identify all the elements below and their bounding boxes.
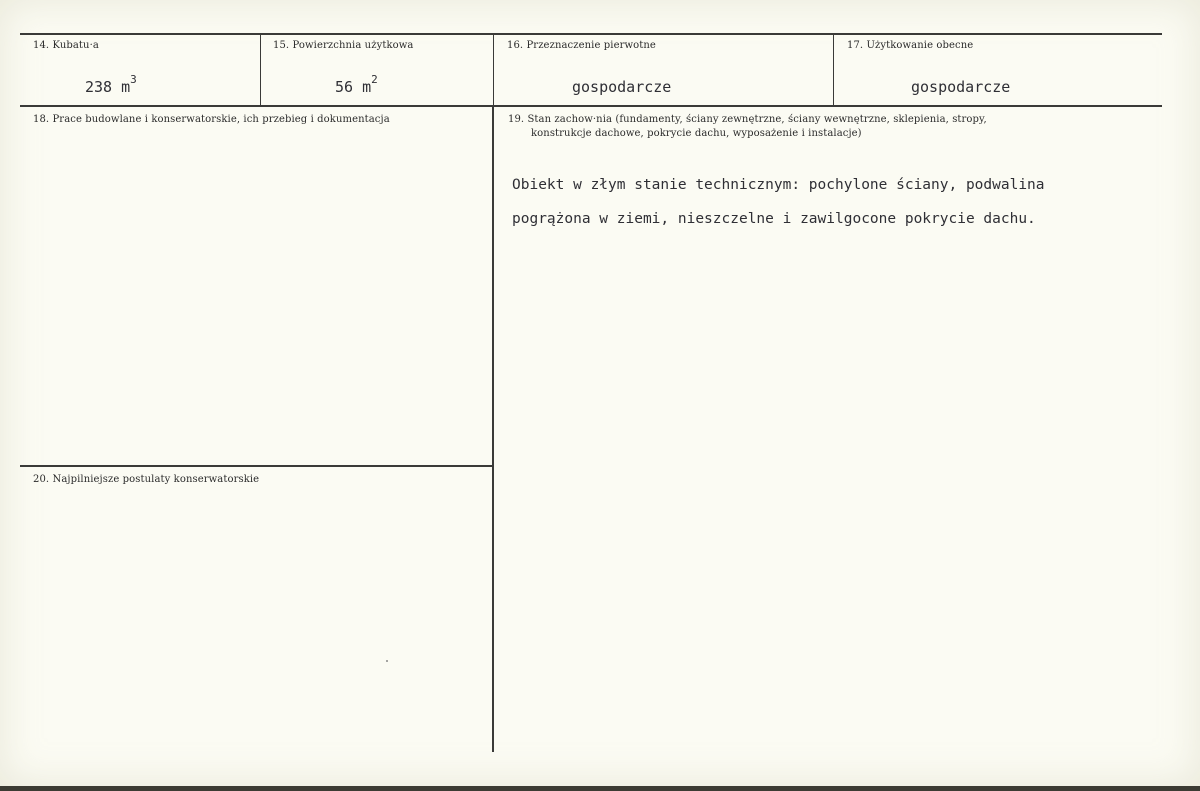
volume-unit-exponent: 3	[130, 73, 137, 86]
field-14-value	[85, 73, 137, 96]
field-17-value: gospodarcze	[911, 78, 1011, 96]
condition-text-line1: Obiekt w złym stanie technicznym: pochylone ściany, podwalina	[512, 177, 1045, 193]
area-value: 56 m	[335, 78, 372, 96]
condition-text-line2: pogrążona w ziemi, nieszczelne i zawilgocone pokrycie dachu.	[512, 211, 1036, 227]
divider-16-17	[833, 35, 834, 106]
field-17-label: 17. Użytkowanie obecne	[847, 40, 974, 51]
scan-bottom-edge	[0, 786, 1200, 791]
field-14-label: 14. Kubatu·a	[33, 40, 99, 51]
divider-15-16	[493, 35, 494, 106]
field-16-label: 16. Przeznaczenie pierwotne	[507, 40, 656, 51]
paper-speck	[386, 660, 388, 662]
field-16-value: gospodarcze	[572, 78, 672, 96]
section-18-20-divider	[20, 465, 492, 467]
area-unit-exponent: 2	[371, 73, 378, 86]
divider-14-15	[260, 35, 261, 106]
field-18-label: 18. Prace budowlane i konserwatorskie, ich przebieg i dokumentacja	[33, 114, 390, 125]
field-19-label-line2: konstrukcje dachowe, pokrycie dachu, wyposażenie i instalacje)	[531, 128, 862, 139]
volume-value: 238 m	[85, 78, 131, 96]
row1-bottom-rule	[20, 105, 1162, 107]
main-vertical-divider	[492, 107, 494, 752]
top-rule	[20, 33, 1162, 35]
field-15-value	[335, 73, 378, 96]
field-20-label: 20. Najpilniejsze postulaty konserwatorskie	[33, 474, 260, 485]
field-19-label-line1: 19. Stan zachow·​nia (fundamenty, ściany zewnętrzne, ściany wewnętrzne, sklepienia, stropy,	[508, 114, 987, 125]
field-19-text	[512, 168, 1045, 236]
field-15-label: 15. Powierzchnia użytkowa	[273, 40, 414, 51]
